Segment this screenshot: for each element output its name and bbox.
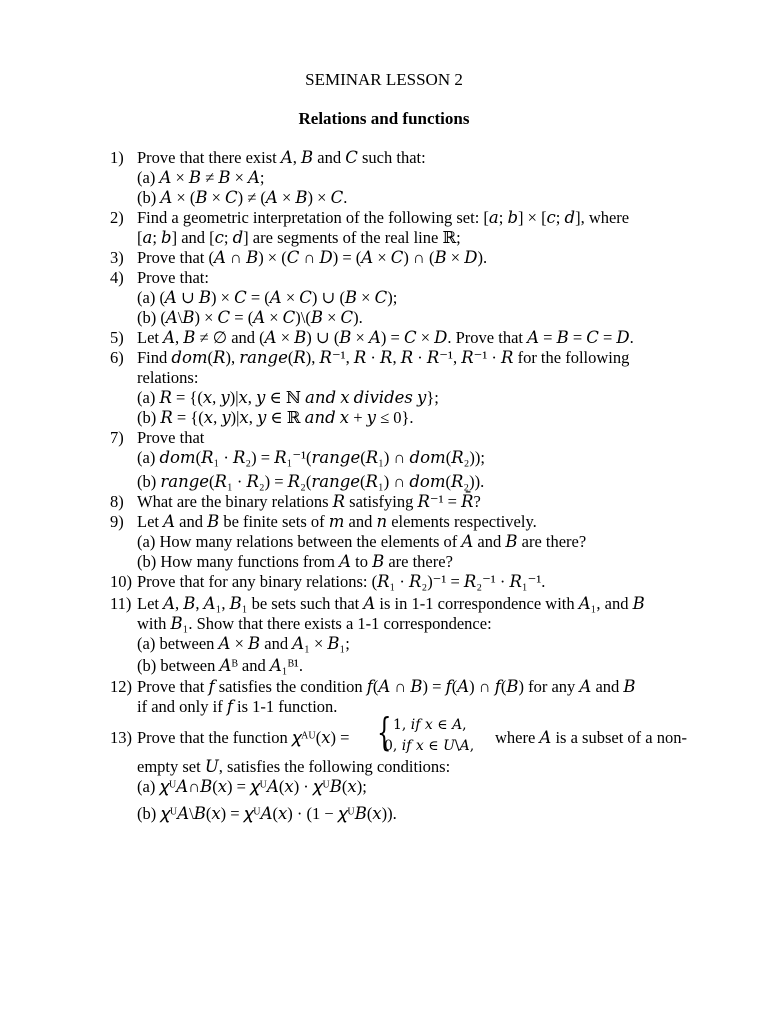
cases-brace: { [377,710,392,754]
exercise-subline: with 𝐵₁. Show that there exists a 1-1 correspondence: [137,614,492,633]
exercise-line: Prove that 𝑓 satisfies the condition 𝑓(𝐴 ∩ 𝐵) = 𝑓(𝐴) ∩ 𝑓(𝐵) for any 𝐴 and 𝐵 [137,677,636,696]
item-number: 1) [110,148,124,167]
exercise-subline: (b) 𝑟𝑎𝑛𝑔𝑒(𝑅₁ · 𝑅₂) = 𝑅₂(𝑟𝑎𝑛𝑔𝑒(𝑅₁) ∩ 𝑑𝑜𝑚(𝑅₂)). [137,472,485,491]
exercise-line: Prove that: [137,268,209,287]
exercise-subline: (a) 𝑅 = {(𝑥, 𝑦)|𝑥, 𝑦 ∈ ℕ 𝑎𝑛𝑑 𝑥 𝑑𝑖𝑣𝑖𝑑𝑒𝑠 𝑦}; [137,388,439,407]
exercise-subline: (b) between 𝐴ᴮ and 𝐴₁ᴮ¹. [137,656,303,675]
item13-b: (b) 𝜒ᵁ𝐴\𝐵(𝑥) = 𝜒ᵁ𝐴(𝑥) · (1 − 𝜒ᵁ𝐵(𝑥)). [137,804,397,823]
item-number: 5) [110,328,124,347]
exercise-line: Let 𝐴, 𝐵 ≠ ∅ and (𝐴 × 𝐵) ∪ (𝐵 × 𝐴) = 𝐶 × 𝐷. Prove that 𝐴 = 𝐵 = 𝐶 = 𝐷. [137,328,634,347]
page-subtitle: Relations and functions [298,109,470,128]
exercise-subline: (b) How many functions from 𝐴 to 𝐵 are there? [137,552,453,571]
item-number: 2) [110,208,124,227]
exercise-subline: (a) (𝐴 ∪ 𝐵) × 𝐶 = (𝐴 × 𝐶) ∪ (𝐵 × 𝐶); [137,288,398,307]
exercise-line: Find a geometric interpretation of the following set: [𝑎; 𝑏] × [𝑐; 𝑑], where [137,208,630,227]
exercise-subline: relations: [137,368,199,387]
exercise-line: Prove that for any binary relations: (𝑅₁ · 𝑅₂)⁻¹ = 𝑅₂⁻¹ · 𝑅₁⁻¹. [137,572,546,591]
item-number: 7) [110,428,124,447]
exercise-line: Prove that (𝐴 ∩ 𝐵) × (𝐶 ∩ 𝐷) = (𝐴 × 𝐶) ∩ (𝐵 × 𝐷). [137,248,488,267]
exercise-subline: (b) 𝐴 × (𝐵 × 𝐶) ≠ (𝐴 × 𝐵) × 𝐶. [137,188,348,207]
item-number: 6) [110,348,124,367]
exercise-line: Let 𝐴 and 𝐵 be finite sets of 𝑚 and 𝑛 elements respectively. [137,512,537,531]
exercise-subline: (a) How many relations between the elements of 𝐴 and 𝐵 are there? [137,532,587,551]
exercise-subline: (a) 𝐴 × 𝐵 ≠ 𝐵 × 𝐴; [137,168,265,187]
item-number: 3) [110,248,124,267]
exercise-line: Prove that [137,428,205,447]
item-number: 10) [110,572,132,591]
item-number: 11) [110,594,132,613]
item-number: 8) [110,492,124,511]
page-title: SEMINAR LESSON 2 [305,70,463,89]
exercise-subline: (b) (𝐴\𝐵) × 𝐶 = (𝐴 × 𝐶)\(𝐵 × 𝐶). [137,308,363,327]
exercise-line: Prove that there exist 𝐴, 𝐵 and 𝐶 such that: [137,148,426,167]
exercise-line: Let 𝐴, 𝐵, 𝐴₁, 𝐵₁ be sets such that 𝐴 is in 1-1 correspondence with 𝐴₁, and 𝐵 [137,594,645,613]
exercise-subline: if and only if 𝑓 is 1-1 function. [137,697,338,716]
item-number: 4) [110,268,124,287]
item-number: 13) [110,728,132,747]
exercise-subline: (a) 𝑑𝑜𝑚(𝑅₁ · 𝑅₂) = 𝑅₁⁻¹(𝑟𝑎𝑛𝑔𝑒(𝑅₁) ∩ 𝑑𝑜𝑚(𝑅₂)); [137,448,485,467]
item13-a: (a) 𝜒ᵁ𝐴∩𝐵(𝑥) = 𝜒ᵁ𝐴(𝑥) · 𝜒ᵁ𝐵(𝑥); [137,777,367,796]
item-number: 9) [110,512,124,531]
item13-trail: where 𝐴 is a subset of a non- [495,728,687,747]
item13-lead: Prove that the function 𝜒ᴬᵁ(𝑥) = [137,728,350,747]
exercise-line: What are the binary relations 𝑅 satisfying 𝑅⁻¹ = 𝑅̄? [137,492,481,511]
case-2: 0, 𝑖𝑓 𝑥 ∈ 𝑈\𝐴, [384,738,475,754]
item13-line2: empty set 𝑈, satisfies the following conditions: [137,757,451,776]
exercise-subline: [𝑎; 𝑏] and [𝑐; 𝑑] are segments of the real line ℝ; [137,228,461,247]
case-1: 1, 𝑖𝑓 𝑥 ∈ 𝐴, [393,717,467,733]
exercise-subline: (b) 𝑅 = {(𝑥, 𝑦)|𝑥, 𝑦 ∈ ℝ 𝑎𝑛𝑑 𝑥 + 𝑦 ≤ 0}. [137,408,414,427]
item-number: 12) [110,677,132,696]
exercise-subline: (a) between 𝐴 × 𝐵 and 𝐴₁ × 𝐵₁; [137,634,350,653]
exercise-line: Find 𝑑𝑜𝑚(𝑅), 𝑟𝑎𝑛𝑔𝑒(𝑅), 𝑅⁻¹, 𝑅 · 𝑅, 𝑅 · 𝑅⁻¹, 𝑅⁻¹ · 𝑅 for the following [137,348,630,367]
